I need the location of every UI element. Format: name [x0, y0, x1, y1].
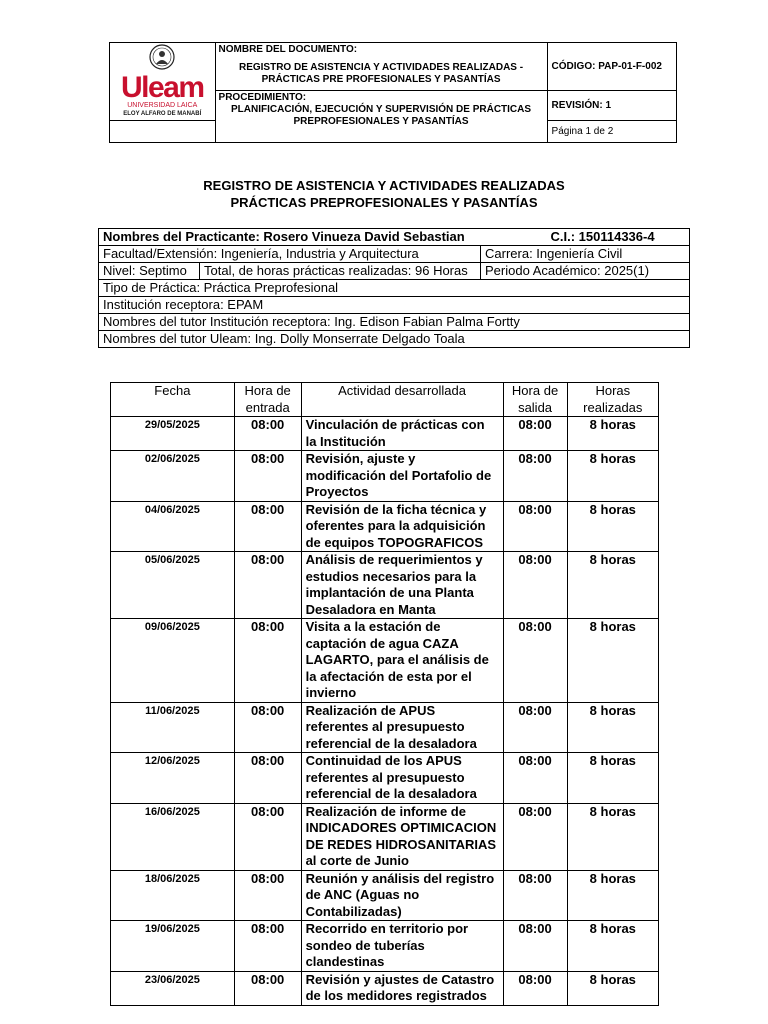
exit-time-cell: 08:00 — [503, 921, 567, 972]
date-cell: 12/06/2025 — [111, 753, 235, 804]
entry-time-cell: 08:00 — [234, 803, 301, 870]
logo-cell — [110, 43, 216, 121]
exit-time-cell: 08:00 — [503, 971, 567, 1005]
activity-cell: Reunión y análisis del registro de ANC (Aguas no Contabilizadas) — [301, 870, 503, 921]
procedure-label: PROCEDIMIENTO: — [218, 92, 307, 103]
seal-icon — [149, 44, 175, 70]
table-row — [111, 451, 659, 502]
student-info-table — [98, 228, 690, 348]
uleam-tutor: Nombres del tutor Uleam: Ing. Dolly Monserrate Delgado Toala — [99, 331, 690, 348]
document-code: CÓDIGO: PAP-01-F-002 — [547, 43, 676, 91]
table-row — [111, 803, 659, 870]
entry-time-cell: 08:00 — [234, 921, 301, 972]
activity-cell: Continuidad de los APUS referentes al presupuesto referencial de la desaladora — [301, 753, 503, 804]
date-cell: 09/06/2025 — [111, 619, 235, 703]
page-title — [0, 177, 768, 211]
document-name-label: NOMBRE DEL DOCUMENTO: — [218, 44, 358, 55]
hours-cell: 8 horas — [567, 417, 658, 451]
exit-time-cell: 08:00 — [503, 619, 567, 703]
title-line-2: PRÁCTICAS PREPROFESIONALES Y PASANTÍAS — [230, 195, 538, 210]
entry-time-cell: 08:00 — [234, 753, 301, 804]
table-row — [111, 870, 659, 921]
column-header: Fecha — [111, 383, 235, 417]
institution-tutor: Nombres del tutor Institución receptora: Ing. Edison Fabian Palma Fortty — [99, 314, 690, 331]
exit-time-cell: 08:00 — [503, 552, 567, 619]
column-header: Hora de salida — [503, 383, 567, 417]
exit-time-cell: 08:00 — [503, 451, 567, 502]
procedure-value: PLANIFICACIÓN, EJECUCIÓN Y SUPERVISIÓN DE PRÁCTICAS PREPROFESIONALES Y PASANTÍAS — [231, 104, 532, 127]
entry-time-cell: 08:00 — [234, 971, 301, 1005]
table-row — [111, 552, 659, 619]
column-header: Horas realizadas — [567, 383, 658, 417]
activity-cell: Revisión, ajuste y modificación del Portafolio de Proyectos — [301, 451, 503, 502]
hours-cell: 8 horas — [567, 501, 658, 552]
date-cell: 29/05/2025 — [111, 417, 235, 451]
exit-time-cell: 08:00 — [503, 702, 567, 753]
document-revision: REVISIÓN: 1 — [547, 91, 676, 121]
exit-time-cell: 08:00 — [503, 501, 567, 552]
date-cell: 05/06/2025 — [111, 552, 235, 619]
academic-period: Periodo Académico: 2025(1) — [481, 263, 690, 280]
exit-time-cell: 08:00 — [503, 870, 567, 921]
date-cell: 11/06/2025 — [111, 702, 235, 753]
date-cell: 23/06/2025 — [111, 971, 235, 1005]
entry-time-cell: 08:00 — [234, 870, 301, 921]
entry-time-cell: 08:00 — [234, 451, 301, 502]
title-line-1: REGISTRO DE ASISTENCIA Y ACTIVIDADES REALIZADAS — [203, 178, 565, 193]
activity-cell: Revisión y ajustes de Catastro de los medidores registrados — [301, 971, 503, 1005]
table-row — [111, 702, 659, 753]
hours-cell: 8 horas — [567, 870, 658, 921]
uleam-logo — [121, 44, 204, 118]
entry-time-cell: 08:00 — [234, 702, 301, 753]
activity-cell: Revisión de la ficha técnica y oferentes para la adquisición de equipos TOPOGRAFICOS — [301, 501, 503, 552]
date-cell: 18/06/2025 — [111, 870, 235, 921]
table-row — [111, 753, 659, 804]
hours-cell: 8 horas — [567, 803, 658, 870]
exit-time-cell: 08:00 — [503, 753, 567, 804]
exit-time-cell: 08:00 — [503, 803, 567, 870]
practice-type: Tipo de Práctica: Práctica Preprofesional — [99, 280, 690, 297]
table-row — [111, 971, 659, 1005]
hours-cell: 8 horas — [567, 971, 658, 1005]
total-hours: Total, de horas prácticas realizadas: 96 Horas — [200, 263, 481, 280]
activity-cell: Recorrido en territorio por sondeo de tuberías clandestinas — [301, 921, 503, 972]
entry-time-cell: 08:00 — [234, 501, 301, 552]
hours-cell: 8 horas — [567, 552, 658, 619]
table-row — [111, 921, 659, 972]
entry-time-cell: 08:00 — [234, 619, 301, 703]
table-header-row — [111, 383, 659, 417]
date-cell: 19/06/2025 — [111, 921, 235, 972]
activity-cell: Vinculación de prácticas con la Institución — [301, 417, 503, 451]
logo-wordmark: Uleam — [120, 71, 204, 104]
table-row — [111, 417, 659, 451]
page-number: Página 1 de 2 — [547, 121, 676, 143]
date-cell: 04/06/2025 — [111, 501, 235, 552]
table-row — [111, 619, 659, 703]
date-cell: 16/06/2025 — [111, 803, 235, 870]
exit-time-cell: 08:00 — [503, 417, 567, 451]
student-ci: C.I.: 150114336-4 — [481, 229, 690, 246]
logo-subtitle: UNIVERSIDAD LAICA — [127, 102, 198, 109]
hours-cell: 8 horas — [567, 451, 658, 502]
faculty: Facultad/Extensión: Ingeniería, Industria y Arquitectura — [99, 246, 481, 263]
procedure-cell — [215, 91, 547, 143]
activity-cell: Análisis de requerimientos y estudios necesarios para la implantación de una Planta Desaladora en Manta — [301, 552, 503, 619]
hours-cell: 8 horas — [567, 619, 658, 703]
activities-table — [110, 382, 659, 1006]
hours-cell: 8 horas — [567, 753, 658, 804]
document-name-cell — [215, 43, 547, 91]
activity-cell: Realización de informe de INDICADORES OPTIMICACION DE REDES HIDROSANITARIAS al corte de Junio — [301, 803, 503, 870]
hours-cell: 8 horas — [567, 921, 658, 972]
level: Nivel: Septimo — [99, 263, 200, 280]
document-header — [109, 42, 677, 143]
entry-time-cell: 08:00 — [234, 552, 301, 619]
logo-subtitle-2: ELOY ALFARO DE MANABÍ — [123, 111, 202, 117]
column-header: Hora de entrada — [234, 383, 301, 417]
activity-cell: Visita a la estación de captación de agua CAZA LAGARTO, para el análisis de la afectación de esta por el invierno — [301, 619, 503, 703]
column-header: Actividad desarrollada — [301, 383, 503, 417]
entry-time-cell: 08:00 — [234, 417, 301, 451]
hours-cell: 8 horas — [567, 702, 658, 753]
student-name: Nombres del Practicante: Rosero Vinueza David Sebastian — [99, 229, 481, 246]
career: Carrera: Ingeniería Civil — [481, 246, 690, 263]
table-row — [111, 501, 659, 552]
document-name-value: REGISTRO DE ASISTENCIA Y ACTIVIDADES REALIZADAS - PRÁCTICAS PRE PROFESIONALES Y PASANTÍAS — [238, 62, 524, 85]
activity-cell: Realización de APUS referentes al presupuesto referencial de la desaladora — [301, 702, 503, 753]
date-cell: 02/06/2025 — [111, 451, 235, 502]
receiving-institution: Institución receptora: EPAM — [99, 297, 690, 314]
